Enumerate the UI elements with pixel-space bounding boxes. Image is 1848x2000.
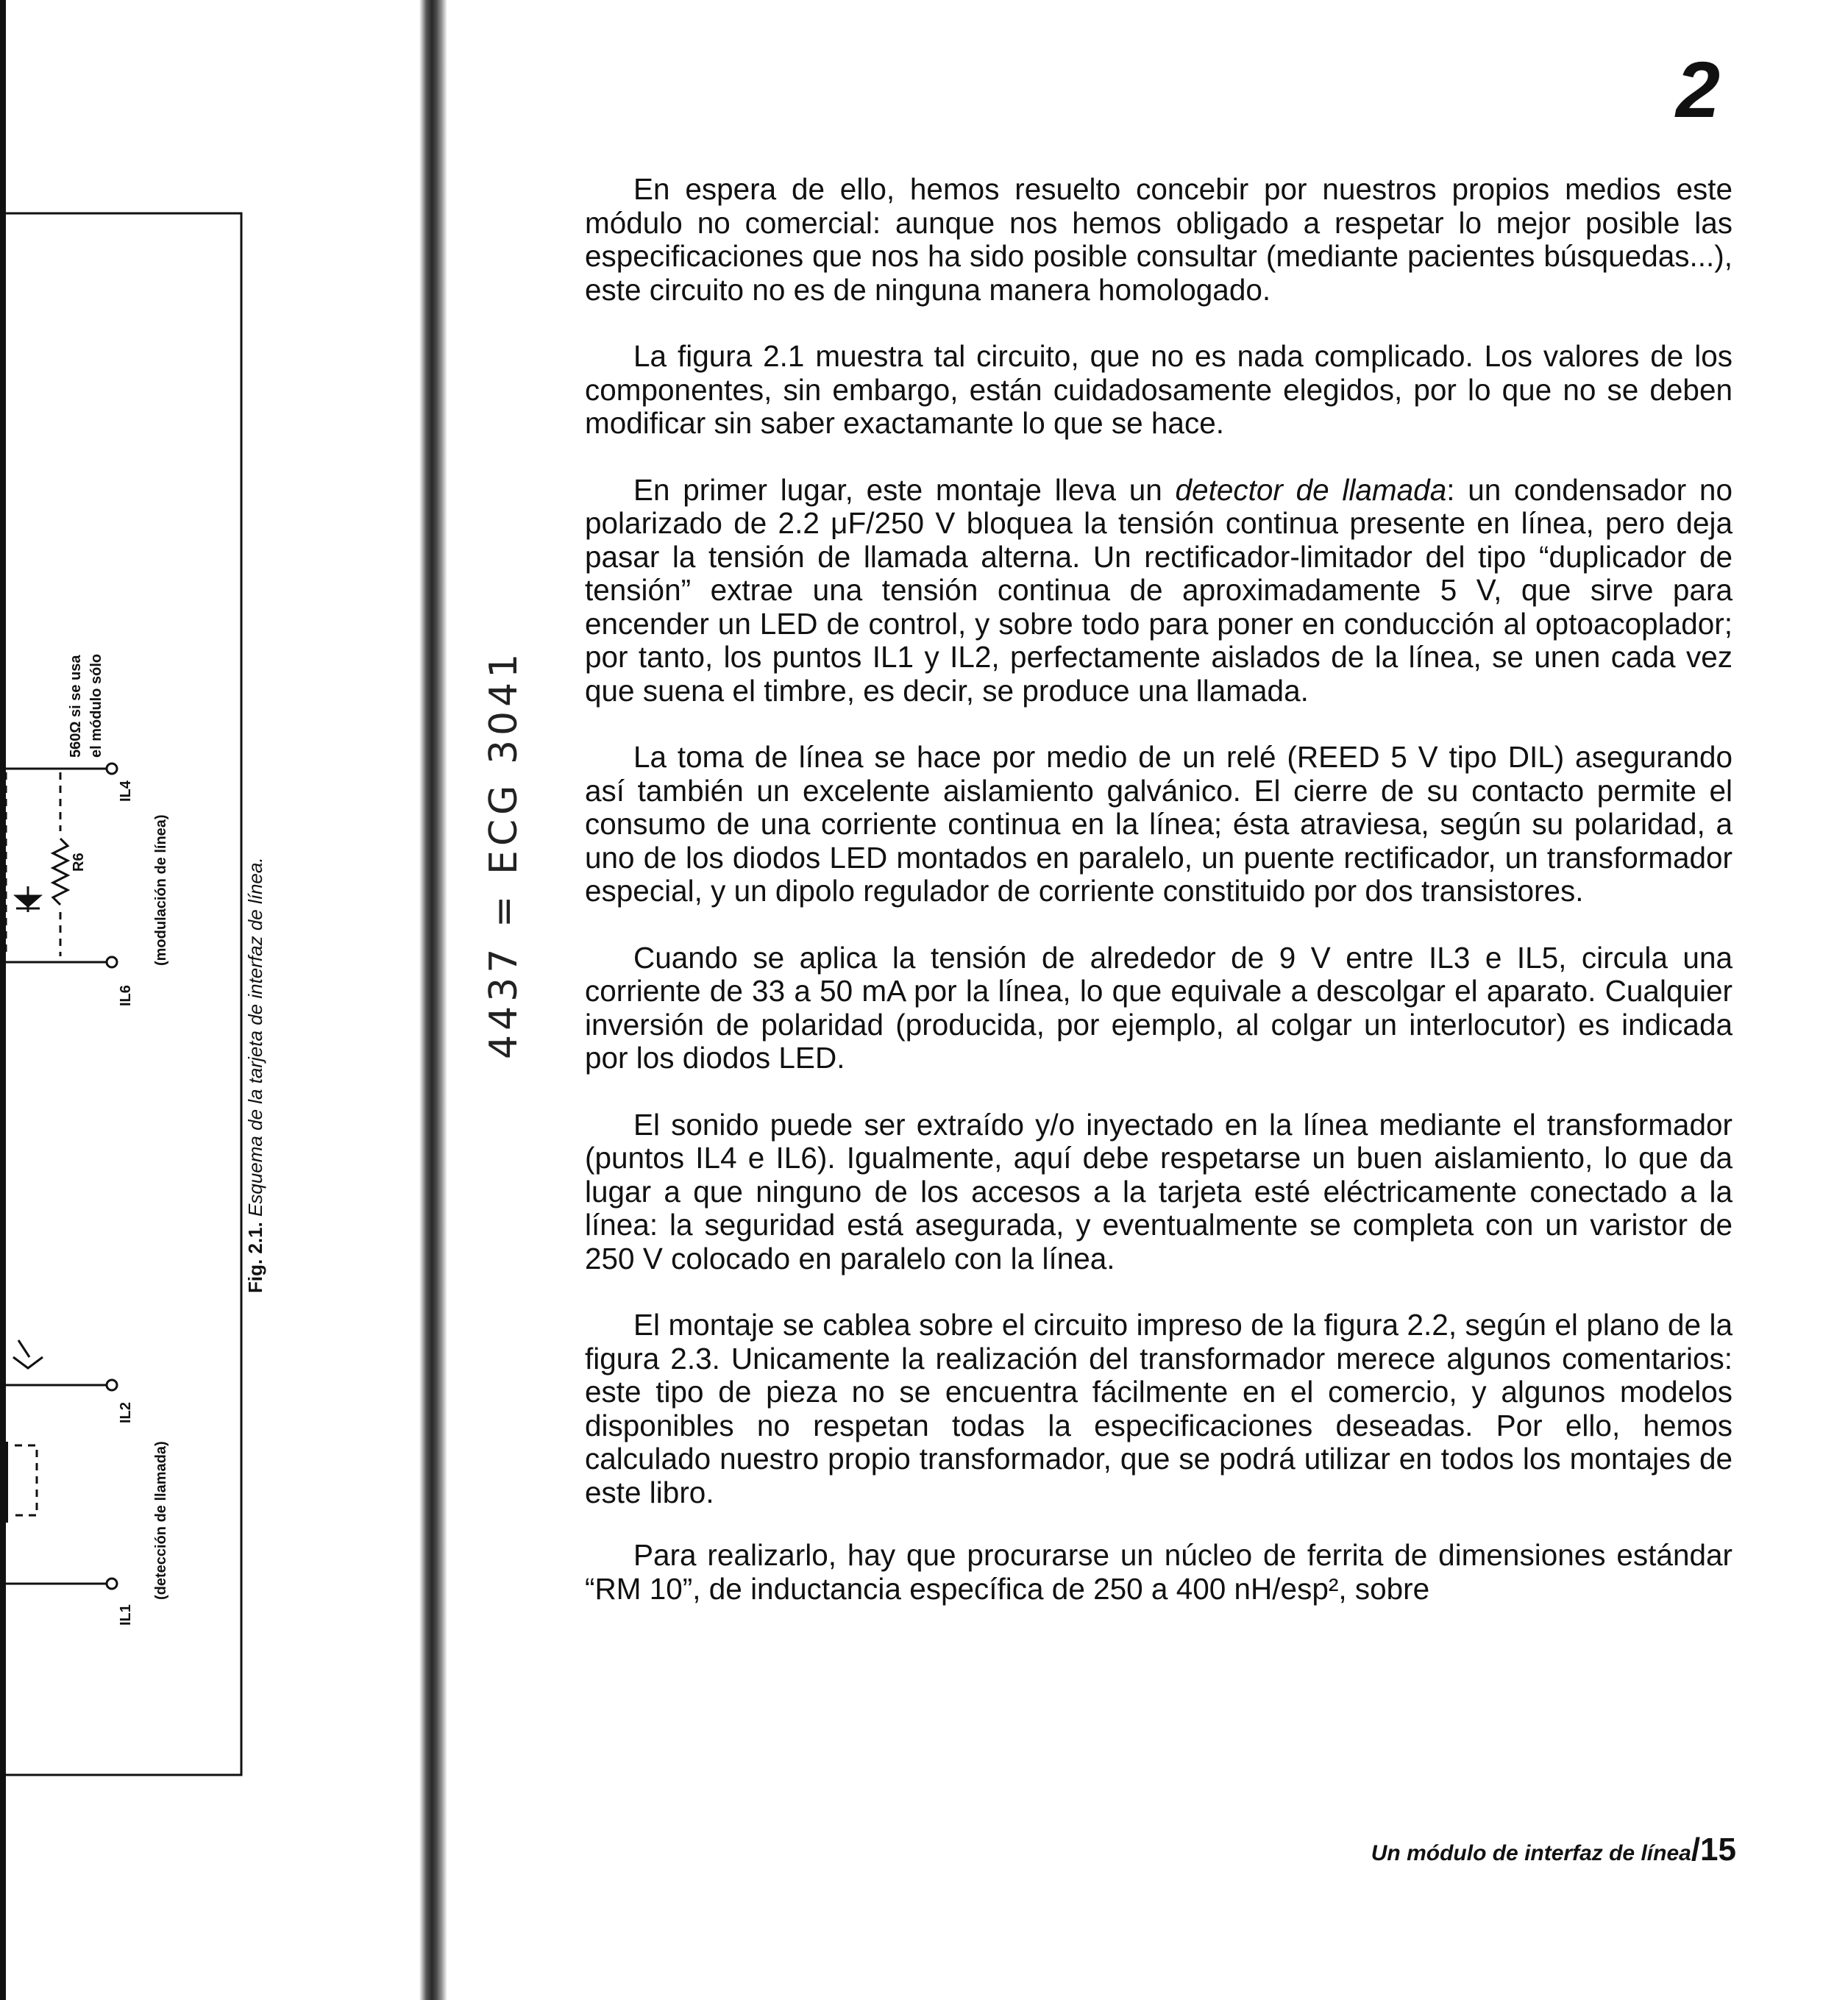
paragraph-8: Para realizarlo, hay que procurarse un núcleo de ferrita de dimensiones estándar “RM 10”, de inductancia específica de 250 a 400 nH/esp², sobre: [585, 1538, 1732, 1606]
label-il2: IL2: [118, 1402, 134, 1423]
label-note-line1: 560Ω si se usa: [68, 655, 84, 758]
schematic-lines: [0, 0, 412, 2000]
paragraph-2: La figura 2.1 muestra tal circuito, que no es nada complicado. Los valores de los componentes, sin embargo, están cuidadosamente elegidos, por lo que no se deben modificar sin saber exactamante lo que se hace.: [585, 339, 1732, 440]
figure-caption-label: Fig. 2.1.: [244, 1222, 266, 1293]
label-modulation: (modulación de línea): [153, 814, 169, 966]
chapter-number: 2: [1676, 45, 1721, 134]
paragraph-6: El sonido puede ser extraído y/o inyectado en la línea mediante el transformador (puntos IL4 e IL6). Igualmente, aquí debe respetarse un buen aislamiento, lo que da lugar a que ninguno de los accesos a la tarjeta esté eléctricamente conectado a la línea: la seguridad está asegurada, y eventualmente se completa con un varistor de 250 V colocado en paralelo con la línea.: [585, 1107, 1732, 1275]
figure-caption: [244, 857, 267, 1293]
label-il6: IL6: [118, 985, 134, 1006]
paragraph-7: El montaje se cablea sobre el circuito impreso de la figura 2.2, según el plano de la figura 2.3. Unicamente la realización del transformador merece algunos comentarios: este tipo de pieza no se encuentra fácilmente en el comercio, y algunos modelos disponibles no respetan todas la especificaciones deseadas. Por ello, hemos calculado nuestro propio transformador, que se podrá utilizar en todos los montajes de este libro.: [585, 1308, 1732, 1509]
paragraph-4: La toma de línea se hace por medio de un relé (REED 5 V tipo DIL) asegurando así también un excelente aislamiento galvánico. El cierre de su contacto permite el consumo de una corriente continua en la línea; ésta atraviesa, según su polaridad, a uno de los diodos LED montados en paralelo, un puente rectificador, un transformador especial, y un dipolo regulador de corriente constituido por dos transistores.: [585, 740, 1732, 908]
paragraph-5: Cuando se aplica la tensión de alrededor de 9 V entre IL3 e IL5, circula una corriente de 33 a 50 mA por la línea, lo que equivale a descolgar el aparato. Cualquier inversión de polaridad (producida, por ejemplo, al colgar un interlocutor) es indicada por los diodos LED.: [585, 940, 1732, 1075]
paragraph-3-start: En primer lugar, este montaje lleva un: [633, 472, 1176, 507]
label-detection: (detección de llamada): [153, 1441, 169, 1600]
page-footer: [1371, 1832, 1736, 1868]
paragraph-3-end: : un condensador no polarizado de 2.2 μF/250 V bloquea la tensión continua presente en línea, pero deja pasar la tensión de llamada alterna. Un rectificador-limitador del tipo “duplicador de tensión” extrae una tensión continua de aproximadamente 5 V, que sirve para encender un LED de control, y sobre todo para poner en conducción al optoacoplador; por tanto, los puntos IL1 y IL2, perfectamente aislados de la línea, se unen cada vez que suena el timbre, es decir, se produce una llamada.: [585, 472, 1732, 708]
paragraph-3: [585, 474, 1732, 708]
label-il1: IL1: [118, 1604, 134, 1626]
handwritten-note: 4437 = ECG 3041: [482, 649, 526, 1059]
label-note-line2: el módulo sólo: [88, 653, 104, 758]
figure-caption-text: Esquema de la tarjeta de interfaz de línea.: [244, 857, 266, 1217]
label-r6: R6: [71, 853, 87, 872]
body-text: [585, 173, 1732, 1639]
paragraph-1: En espera de ello, hemos resuelto concebir por nuestros propios medios este módulo no comercial: aunque nos hemos obligado a respetar lo mejor posible las especificaciones que nos ha sido posible consultar (mediante pacientes búsquedas...), este circuito no es de ninguna manera homologado.: [585, 172, 1732, 307]
label-il4: IL4: [118, 780, 134, 802]
paragraph-3-emphasis: detector de llamada: [1175, 472, 1447, 507]
circuit-schematic-fragment: [0, 0, 412, 2000]
page-number: 15: [1700, 1832, 1736, 1868]
book-spine-shadow: [419, 0, 447, 2000]
footer-separator: /: [1691, 1832, 1701, 1868]
running-title: Un módulo de interfaz de línea: [1371, 1841, 1691, 1865]
